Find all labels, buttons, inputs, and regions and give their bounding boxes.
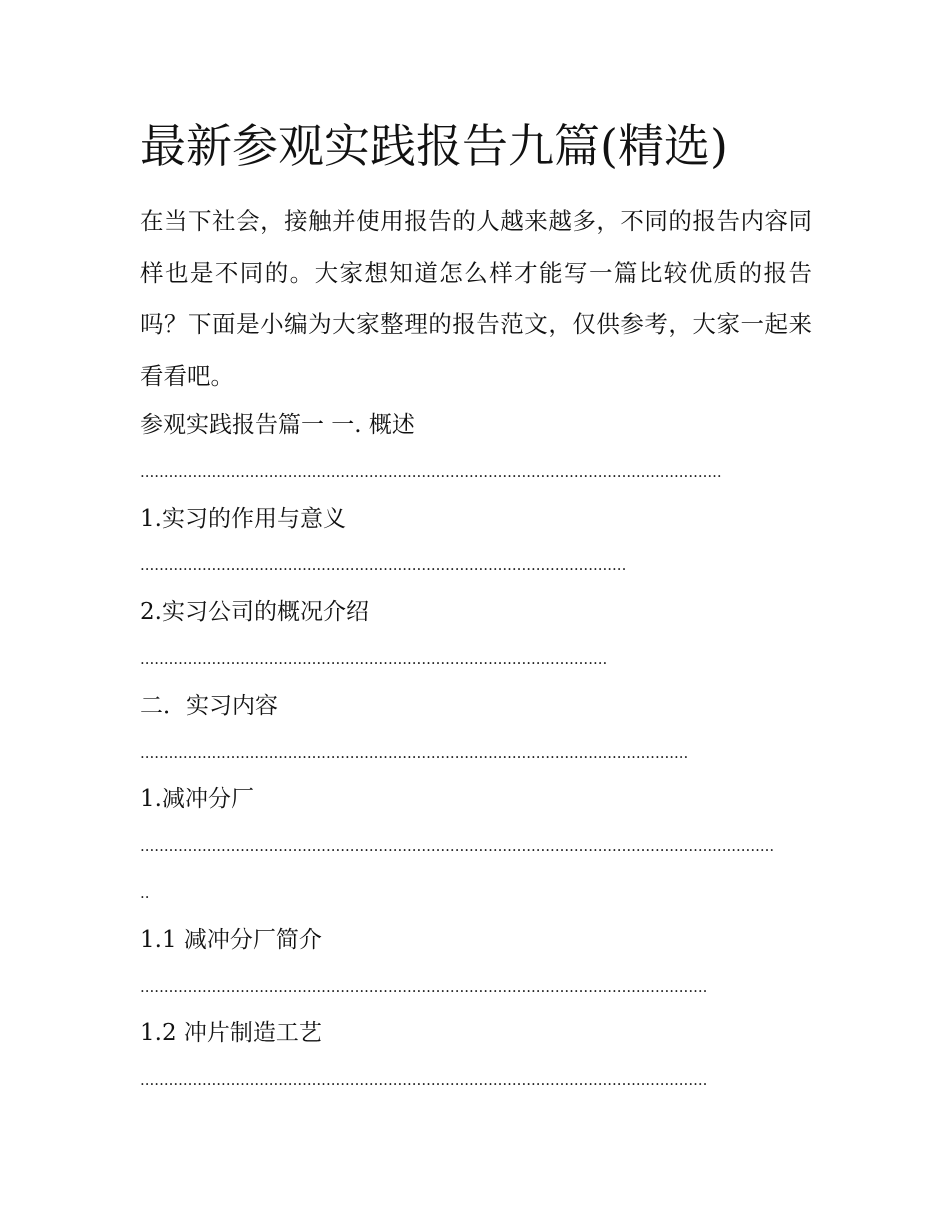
document-title: 最新参观实践报告九篇(精选) <box>140 119 728 173</box>
toc-item: 1.1 减冲分厂简介 <box>140 926 322 953</box>
toc-dot-leader: ................................................................................................................... <box>140 743 689 762</box>
toc-dot-leader: .......................................................................................................................... <box>140 462 722 481</box>
intro-paragraph: 在当下社会，接触并使用报告的人越来越多，不同的报告内容同样也是不同的。大家想知道怎么样才能写一篇比较优质的报告吗？下面是小编为大家整理的报告范文，仅供参考，大家一起来看看吧。 <box>140 207 812 390</box>
toc-dot-leader: ..................................................................................................................................... <box>140 837 775 856</box>
toc-dot-leader: ...................................................................................................... <box>140 556 627 575</box>
toc-item: 1.减冲分厂 <box>140 786 254 813</box>
toc-dot-leader: .................................................................................................. <box>140 649 608 668</box>
table-of-contents <box>140 402 820 1104</box>
toc-dot-leader: ....................................................................................................................... <box>140 1071 708 1090</box>
toc-item: 2.实习公司的概况介绍 <box>140 599 369 626</box>
toc-dot-leader: ....................................................................................................................... <box>140 977 708 996</box>
toc-dot-leader-continuation: .. <box>140 883 150 902</box>
toc-item: 1.2 冲片制造工艺 <box>140 1020 322 1047</box>
toc-item: 1.实习的作用与意义 <box>140 505 346 532</box>
toc-heading: 参观实践报告篇一 一. 概述 <box>140 412 415 438</box>
toc-item: 二．实习内容 <box>140 692 278 719</box>
